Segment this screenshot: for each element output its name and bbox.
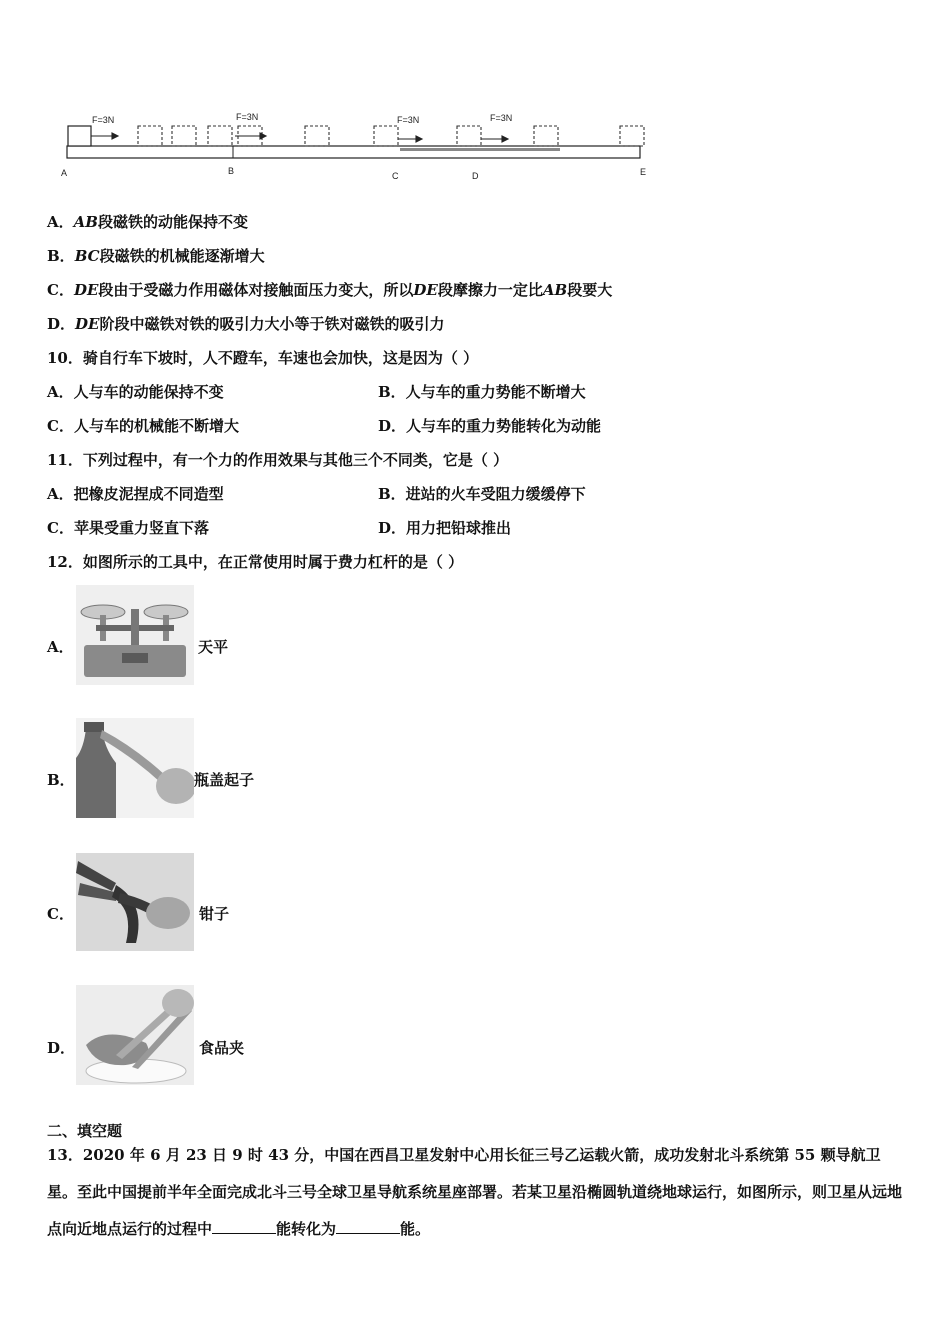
magnet-block [68, 126, 91, 146]
q9-option [47, 245, 265, 266]
ghost-block-5 [305, 126, 329, 146]
magnet-track-figure [60, 108, 660, 183]
q11-option-d: D．用力把铅球推出 [378, 519, 512, 537]
force-label: F=3N [490, 113, 513, 123]
q11-stem: 11．下列过程中，有一个力的作用效果与其他三个不同类，它是（ ） [47, 451, 509, 469]
force-label: F=3N [236, 112, 259, 122]
q12-option-c-letter: C． [47, 905, 74, 923]
q10-option-b: B．人与车的重力势能不断增大 [378, 383, 586, 401]
q12-option-c-name: 钳子 [199, 905, 230, 923]
point-label: E [640, 167, 647, 177]
q13-text-part2: 能转化为 [276, 1220, 337, 1238]
q11-option-a: A．把橡皮泥捏成不同造型 [47, 485, 224, 503]
track-shade [400, 148, 560, 151]
segment-label: DE [73, 281, 99, 299]
option-letter: C． [47, 281, 74, 299]
option-text: 段摩擦力一定比 [437, 281, 543, 299]
q10-option-c: C．人与车的机械能不断增大 [47, 417, 239, 435]
segment-label: DE [413, 281, 438, 299]
q13-text [47, 1137, 907, 1248]
segment-label: AB [73, 213, 98, 231]
option-text: 段要大 [567, 281, 613, 299]
food-tongs-image [76, 985, 194, 1085]
q11-option-c: C．苹果受重力竖直下落 [47, 519, 209, 537]
q11-option-b: B．进站的火车受阻力缓缓停下 [378, 485, 586, 503]
q9-option [47, 211, 248, 232]
q10-stem: 10．骑自行车下坡时，人不蹬车，车速也会加快，这是因为（ ） [47, 349, 479, 367]
q10-option-d: D．人与车的重力势能转化为动能 [378, 417, 602, 435]
balance-scale-image [76, 585, 194, 685]
force-label: F=3N [397, 115, 420, 125]
point-label: A [61, 168, 68, 178]
q12-option-b-letter: B． [47, 771, 75, 789]
ghost-block-7 [457, 126, 481, 146]
option-text: 段由于受磁力作用磁体对接触面压力变大，所以 [98, 281, 414, 299]
section-heading: 二、填空题 [47, 1122, 123, 1140]
pliers-image [76, 853, 194, 951]
option-letter: D． [47, 315, 76, 333]
q12-option-b-name: 瓶盖起子 [194, 771, 255, 789]
q12-stem: 12．如图所示的工具中，在正常使用时属于费力杠杆的是（ ） [47, 553, 464, 571]
q12-option-d-letter: D． [47, 1039, 76, 1057]
q9-option [47, 279, 612, 300]
segment-label: BC [74, 247, 100, 265]
option-text: 阶段中磁铁对铁的吸引力大小等于铁对磁铁的吸引力 [99, 315, 445, 333]
option-text: 段磁铁的动能保持不变 [97, 213, 248, 231]
answer-blank-1[interactable] [212, 1219, 276, 1234]
q13-text-part1: 13．2020 年 6 月 23 日 9 时 43 分，中国在西昌卫星发射中心用长征三号乙运载火箭，成功发射北斗系统第 55 颗导航卫星。至此中国提前半年全面完成北斗三号全球卫星导航系统星座部署。若某卫星沿椭圆轨道绕地球运行，如图所示，则卫星从远地点向近地点运行的过程中 [47, 1146, 903, 1238]
ghost-block-1 [138, 126, 162, 146]
option-letter: B． [47, 247, 75, 265]
ghost-block-6 [374, 126, 398, 146]
q12-option-d-name: 食品夹 [199, 1039, 245, 1057]
q9-option [47, 313, 444, 334]
segment-label: DE [75, 315, 100, 333]
answer-blank-2[interactable] [336, 1219, 400, 1234]
ghost-block-9 [620, 126, 644, 146]
option-text: 段磁铁的机械能逐渐增大 [99, 247, 265, 265]
point-label: B [228, 166, 235, 176]
track-bar [67, 146, 640, 158]
point-label: C [392, 171, 399, 181]
q13-text-part3: 能。 [400, 1220, 431, 1238]
ghost-block-3 [208, 126, 232, 146]
q10-option-a: A．人与车的动能保持不变 [47, 383, 224, 401]
segment-label: AB [542, 281, 568, 299]
ghost-block-8 [534, 126, 558, 146]
point-label: D [472, 171, 479, 181]
ghost-block-2 [172, 126, 196, 146]
bottle-opener-image [76, 718, 194, 818]
q12-option-a-letter: A． [47, 638, 74, 656]
option-letter: A． [47, 213, 74, 231]
q12-option-a-name: 天平 [198, 638, 229, 656]
force-label: F=3N [92, 115, 115, 125]
